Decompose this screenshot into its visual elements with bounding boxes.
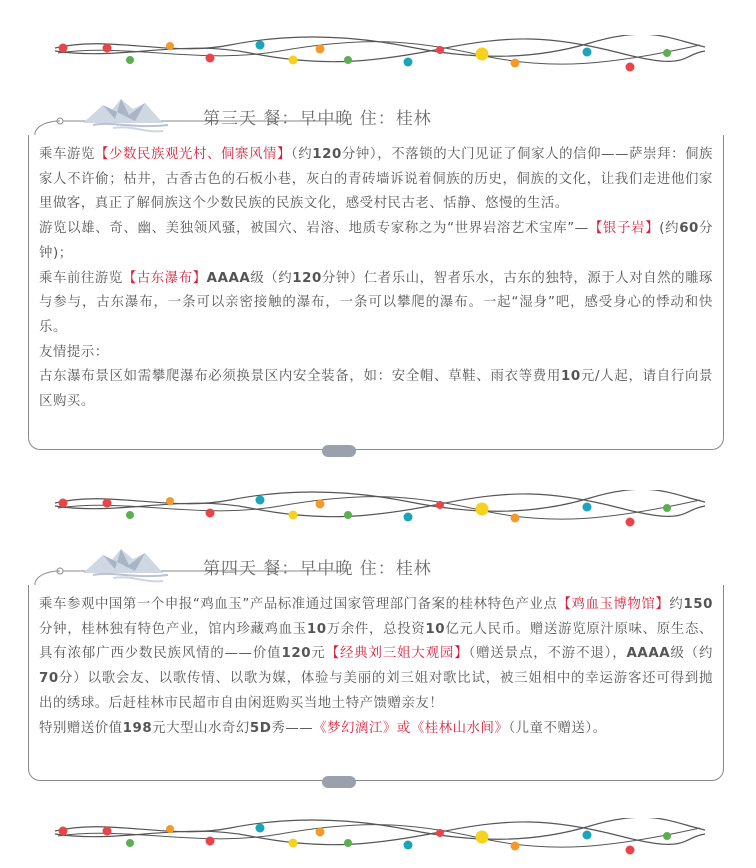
lights-garland-decoration bbox=[50, 818, 710, 868]
day3-bottom-tab bbox=[322, 445, 356, 457]
day4-paragraph-1: 乘车参观中国第一个申报“鸡血玉”产品标准通过国家管理部门备案的桂林特色产业点【鸡血玉博物馆】约150分钟，桂林独有特色产业，馆内珍藏鸡血玉10万余件，总投资10亿元人民币。赠送游览原汁原味、原生态、具有浓郁广西少数民族风情的——价值120元【经典刘三姐大观园】（赠送景点，不游不退），AAAA级（约70分）以歌会友、以歌传情、以歌为媒，体验与美丽的刘三姐对歌比试，被三姐相中的幸运游客还可得到抛出的绣球。后赶桂林市民超市自由闲逛购买当地土特产馈赠亲友！ bbox=[39, 597, 714, 711]
day3-header bbox=[28, 95, 728, 135]
day3-tip-label: 友情提示： bbox=[39, 344, 109, 360]
mountain-icon bbox=[73, 545, 168, 585]
day4-paragraph-2: 特别赠送价值198元大型山水奇幻5D秀——《梦幻漓江》或《桂林山水间》（儿童不赠送）。 bbox=[39, 720, 607, 736]
day4-header bbox=[28, 545, 728, 585]
mountain-icon bbox=[73, 95, 168, 135]
day3-paragraph-1: 乘车游览【少数民族观光村、侗寨风情】（约120分钟），不落锁的大门见证了侗家人的信仰——萨崇拜：侗族家人不许偷；枯井，古香古色的石板小巷，灰白的青砖墙诉说着侗族的历史，侗族的文化，让我们走进他们家里做客，真正了解侗族这个少数民族的民族文化，感受村民古老、恬静、悠慢的生活。 bbox=[39, 147, 714, 212]
day4-title: 第四天 餐：早中晚 住：桂林 bbox=[203, 559, 432, 579]
day4-content-box bbox=[28, 585, 724, 781]
day3-paragraph-2: 游览以雄、奇、幽、美独领风骚，被国穴、岩溶、地质专家称之为“世界岩溶艺术宝库”—【银子岩】(约60分钟)； bbox=[39, 221, 714, 261]
day3-paragraph-4: 古东瀑布景区如需攀爬瀑布必须换景区内安全装备，如：安全帽、草鞋、雨衣等费用10元/人起，请自行向景区购买。 bbox=[39, 369, 713, 410]
day4-bottom-tab bbox=[322, 776, 356, 788]
day3-paragraph-3: 乘车前往游览【古东瀑布】AAAA级（约120分钟）仁者乐山，智者乐水，古东的独特，源于人对自然的雕琢与参与，古东瀑布，一条可以亲密接触的瀑布，一条可以攀爬的瀑布。一起“湿身”吧，感受身心的悸动和快乐。 bbox=[39, 270, 713, 335]
day3-content-box bbox=[28, 135, 724, 450]
lights-garland-decoration bbox=[50, 35, 710, 85]
day3-title: 第三天 餐：早中晚 住：桂林 bbox=[203, 109, 432, 129]
lights-garland-decoration bbox=[50, 490, 710, 540]
